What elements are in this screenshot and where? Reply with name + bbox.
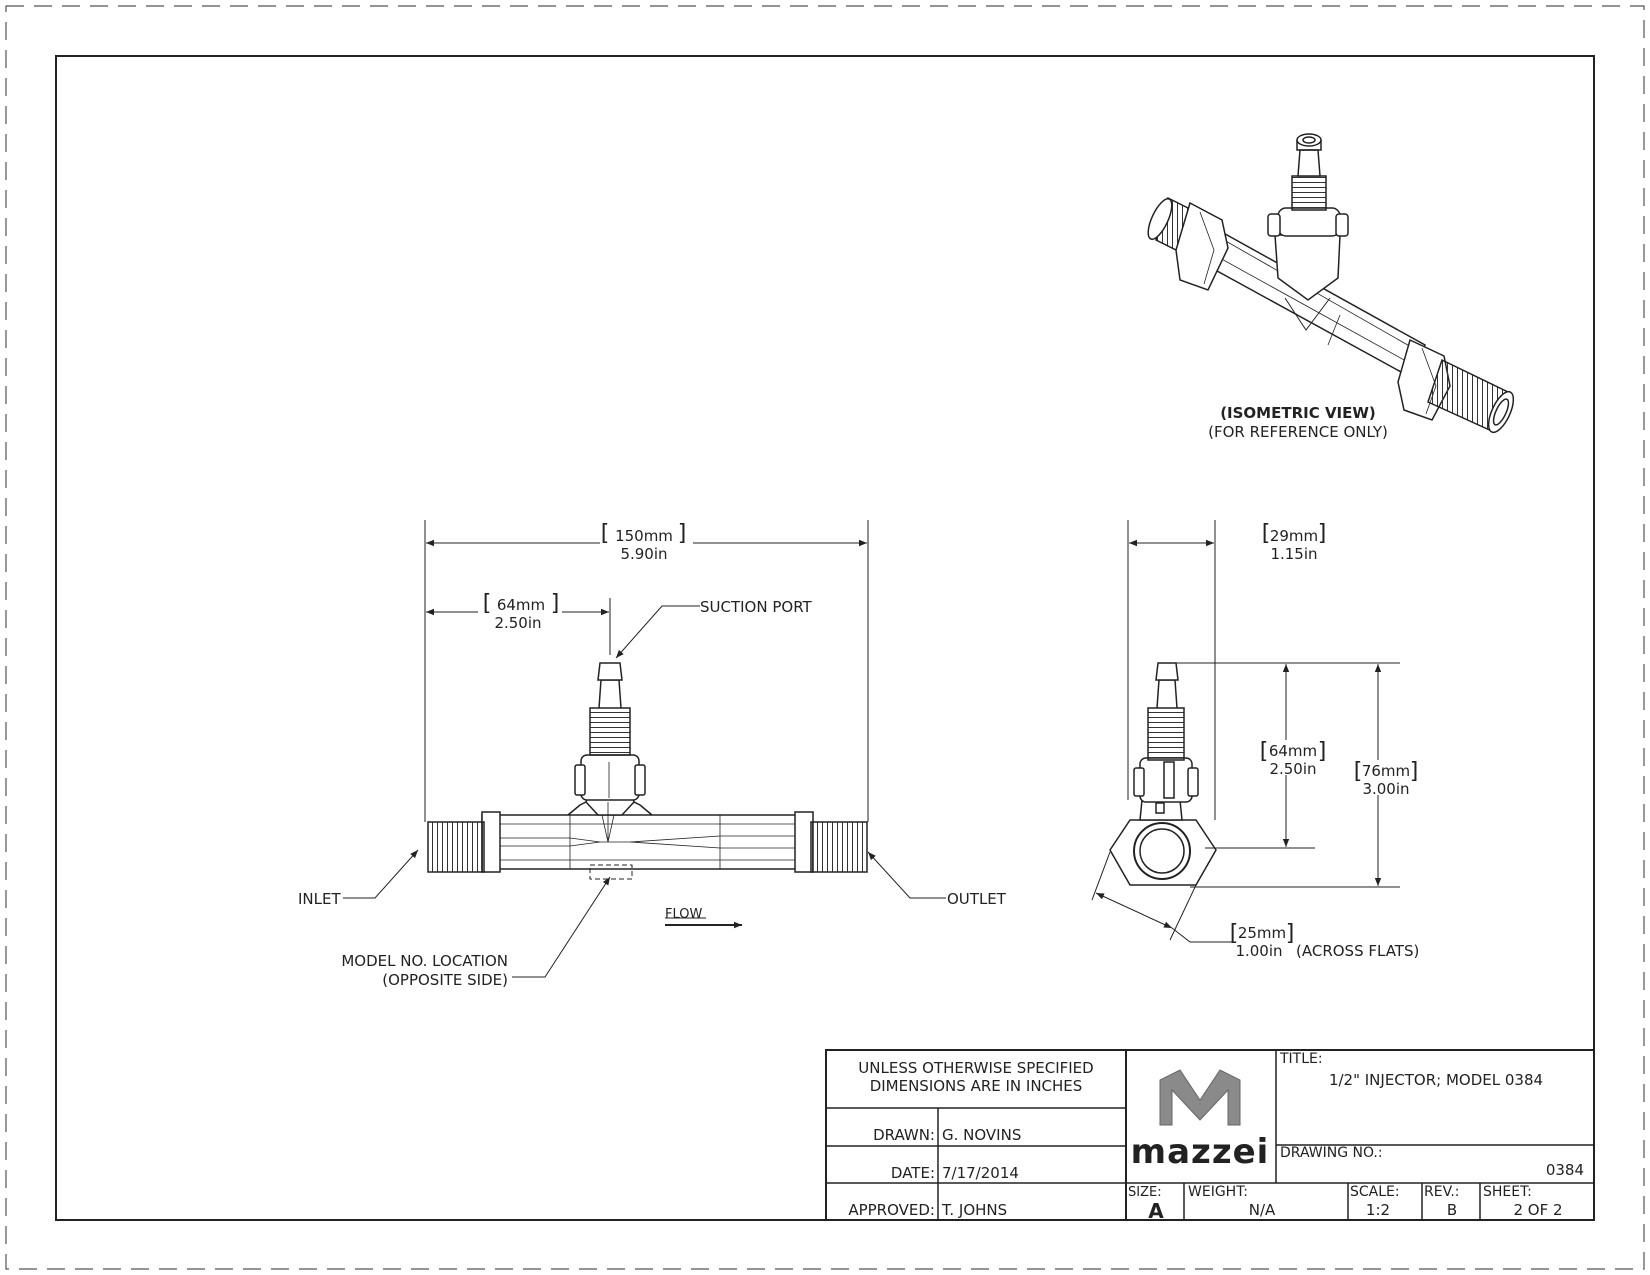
- port-height-imperial: 2.50in: [1269, 760, 1317, 778]
- scale-value: 1:2: [1365, 1201, 1391, 1219]
- size-label: SIZE:: [1128, 1185, 1162, 1200]
- port-height-metric: 64mm: [1268, 742, 1318, 760]
- drawing-border: [56, 56, 1594, 1220]
- svg-text:[: [: [482, 591, 492, 616]
- svg-text:]: ]: [1317, 521, 1327, 546]
- weight-value: N/A: [1248, 1201, 1276, 1219]
- model-no-opposite-label: (OPPOSITE SIDE): [382, 971, 508, 989]
- overall-length-metric: 150mm: [615, 527, 673, 545]
- drawn-label: DRAWN:: [873, 1126, 935, 1144]
- scale-label: SCALE:: [1350, 1184, 1400, 1200]
- rev-label: REV.:: [1424, 1184, 1460, 1200]
- svg-text:mazzei: mazzei: [1130, 1132, 1270, 1172]
- title-value: 1/2" INJECTOR; MODEL 0384: [1328, 1071, 1544, 1089]
- suction-port-label: SUCTION PORT: [700, 598, 812, 616]
- drawing-no-value: 0384: [1545, 1161, 1584, 1179]
- drawn-value: G. NOVINS: [942, 1126, 1022, 1144]
- sheet-value: 2 OF 2: [1513, 1201, 1563, 1219]
- front-view: [428, 663, 867, 879]
- sheet-label: SHEET:: [1483, 1184, 1532, 1200]
- title-block: [826, 1050, 1594, 1223]
- width-metric: 29mm: [1269, 527, 1319, 545]
- isometric-title: (ISOMETRIC VIEW): [1220, 404, 1376, 422]
- side-view: [1110, 663, 1216, 885]
- date-label: DATE:: [890, 1164, 935, 1182]
- svg-text:[: [: [1259, 739, 1269, 764]
- tolerance-note-line1: UNLESS OTHERWISE SPECIFIED: [858, 1059, 1094, 1077]
- weight-label: WEIGHT:: [1188, 1184, 1248, 1200]
- overall-length-imperial: 5.90in: [620, 545, 668, 563]
- across-flats-imperial: 1.00in: [1235, 942, 1283, 960]
- svg-text:]: ]: [550, 591, 560, 616]
- svg-text:]: ]: [1317, 739, 1327, 764]
- flow-label: FLOW: [665, 907, 703, 922]
- isometric-subtitle: (FOR REFERENCE ONLY): [1208, 423, 1388, 441]
- model-no-location-label: MODEL NO. LOCATION: [341, 952, 508, 970]
- across-flats-note: (ACROSS FLATS): [1296, 942, 1420, 960]
- tolerance-note-line2: DIMENSIONS ARE IN INCHES: [869, 1077, 1083, 1095]
- svg-text:[: [: [1229, 921, 1239, 946]
- total-height-metric: 76mm: [1361, 762, 1411, 780]
- approved-label: APPROVED:: [848, 1201, 935, 1219]
- width-imperial: 1.15in: [1270, 545, 1318, 563]
- approved-value: T. JOHNS: [942, 1201, 1008, 1219]
- isometric-view: [1143, 134, 1518, 436]
- inlet-label: INLET: [298, 890, 341, 908]
- size-value: A: [1148, 1199, 1164, 1223]
- title-label: TITLE:: [1280, 1051, 1323, 1067]
- date-value: 7/17/2014: [942, 1164, 1019, 1182]
- svg-text:[: [: [1261, 521, 1271, 546]
- outlet-label: OUTLET: [947, 890, 1006, 908]
- svg-text:[: [: [600, 521, 610, 546]
- front-view-dimensions: [343, 520, 946, 977]
- total-height-imperial: 3.00in: [1362, 780, 1410, 798]
- drawing-no-label: DRAWING NO.:: [1280, 1145, 1383, 1161]
- port-offset-metric: 64mm: [496, 596, 546, 614]
- svg-text:[: [: [1353, 759, 1363, 784]
- svg-text:]: ]: [677, 521, 687, 546]
- across-flats-metric: 25mm: [1237, 924, 1287, 942]
- svg-text:]: ]: [1409, 759, 1419, 784]
- svg-text:]: ]: [1285, 921, 1295, 946]
- port-offset-imperial: 2.50in: [494, 614, 542, 632]
- rev-value: B: [1446, 1201, 1458, 1219]
